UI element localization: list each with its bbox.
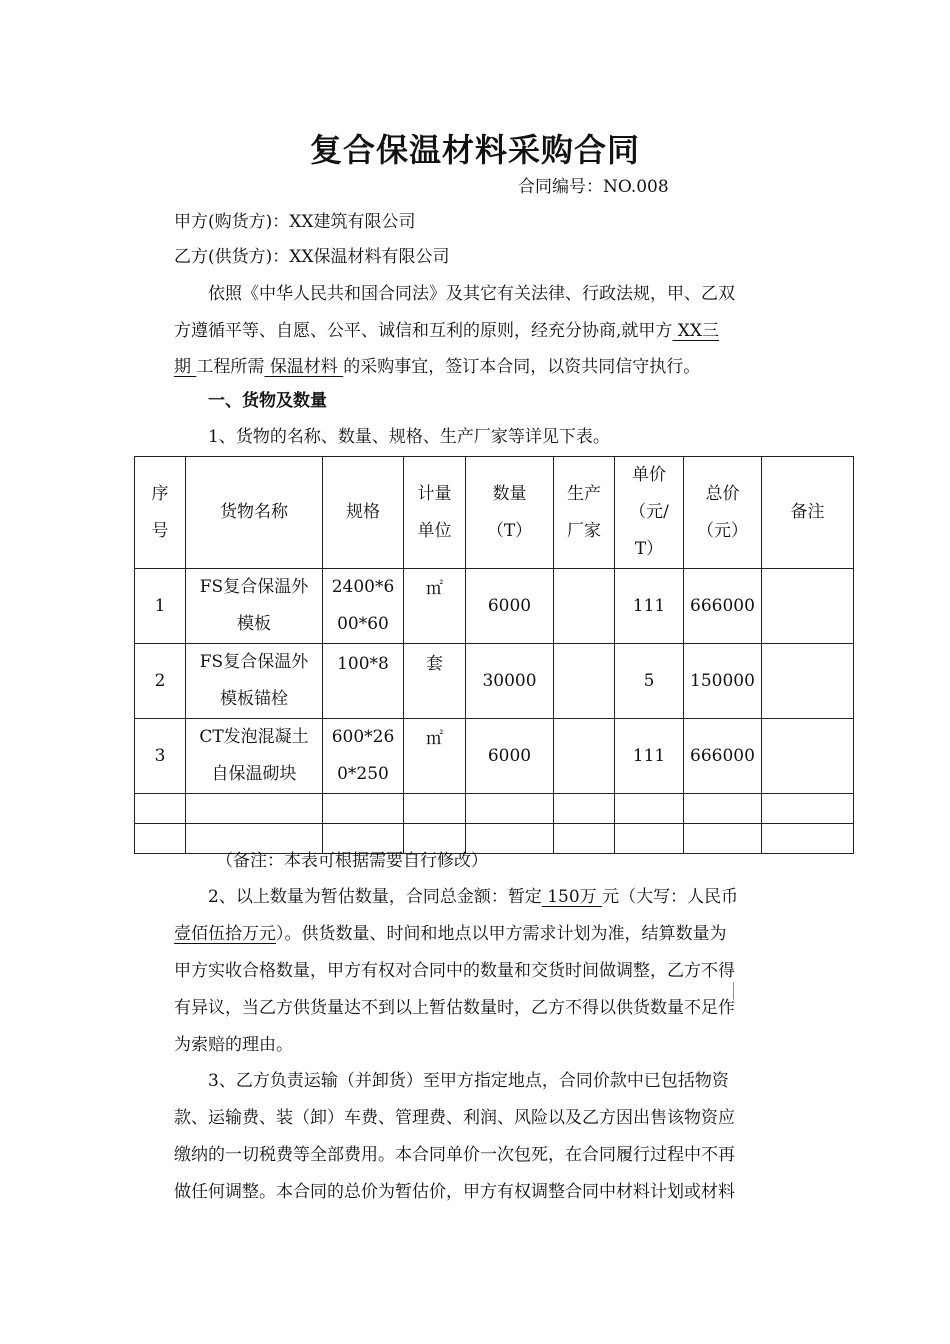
empty-cell [554, 824, 615, 854]
item2-line-1 [208, 884, 738, 910]
cell-total: 150000 [684, 644, 762, 719]
section-item-1: 1、货物的名称、数量、规格、生产厂家等详见下表。 [208, 427, 610, 447]
header-total: 总价 （元） [684, 457, 762, 569]
empty-cell [762, 794, 854, 824]
material-name: 保温材料 [264, 357, 344, 377]
item2-line-2 [174, 921, 727, 947]
empty-cell [762, 824, 854, 854]
section-heading-goods: 一、货物及数量 [208, 391, 327, 411]
empty-cell [554, 794, 615, 824]
item2-text: 元（大写：人民币 [602, 887, 739, 907]
intro-line-1: 依照《中华人民共和国合同法》及其它有关法律、行政法规，甲、乙双 [208, 284, 735, 304]
cell-price: 111 [615, 719, 684, 794]
table-row [135, 644, 854, 719]
item2-line-3: 甲方实收合格数量，甲方有权对合同中的数量和交货时间做调整，乙方不得 [174, 961, 735, 981]
header-name: 货物名称 [186, 457, 323, 569]
item3-line-1: 3、乙方负责运输（并卸货）至甲方指定地点，合同价款中已包括物资 [208, 1071, 729, 1091]
empty-cell [466, 794, 554, 824]
cell-qty: 30000 [466, 644, 554, 719]
header-remark: 备注 [762, 457, 854, 569]
cell-remark [762, 569, 854, 644]
empty-cell [684, 824, 762, 854]
amount-in-words: 壹佰伍拾万元 [174, 924, 276, 944]
cell-name: FS复合保温外 模板锚栓 [186, 644, 323, 719]
table-note: （备注：本表可根据需要自行修改） [216, 851, 488, 871]
item2-line-5: 为索赔的理由。 [174, 1035, 293, 1055]
table-row [135, 719, 854, 794]
cell-remark [762, 644, 854, 719]
table-row-empty [135, 794, 854, 824]
header-maker: 生产 厂家 [554, 457, 615, 569]
cell-total: 666000 [684, 719, 762, 794]
cell-name: CT发泡混凝土 自保温砌块 [186, 719, 323, 794]
item2-line-4: 有异议，当乙方供货量达不到以上暂估数量时，乙方不得以供货数量不足作 [174, 998, 735, 1018]
project-name-part2: 期 [174, 357, 197, 377]
intro-line-3-mid: 工程所需 [196, 357, 265, 377]
cell-spec: 600*26 0*250 [323, 719, 404, 794]
item3-line-4: 做任何调整。本合同的总价为暂估价，甲方有权调整合同中材料计划或材料 [174, 1182, 735, 1202]
empty-cell [684, 794, 762, 824]
total-amount: 150万 [541, 887, 603, 907]
empty-cell [135, 794, 186, 824]
item3-line-2: 款、运输费、装（卸）车费、管理费、利润、风险以及乙方因出售该物资应 [174, 1108, 735, 1128]
empty-cell [186, 794, 323, 824]
cell-unit: 套 [404, 644, 466, 719]
cell-spec: 100*8 [323, 644, 404, 719]
cell-total: 666000 [684, 569, 762, 644]
party-b: 乙方(供货方)：XX保温材料有限公司 [174, 247, 450, 267]
table-row [135, 569, 854, 644]
cell-seq: 2 [135, 644, 186, 719]
empty-cell [135, 824, 186, 854]
cell-qty: 6000 [466, 569, 554, 644]
cell-remark [762, 719, 854, 794]
cell-maker [554, 569, 615, 644]
cell-spec: 2400*6 00*60 [323, 569, 404, 644]
cell-price: 5 [615, 644, 684, 719]
goods-table [134, 456, 854, 854]
project-name-part1: XX三 [672, 321, 720, 341]
header-unit: 计量 单位 [404, 457, 466, 569]
empty-cell [615, 794, 684, 824]
header-price: 单价 （元/ T） [615, 457, 684, 569]
intro-line-3-post: 的采购事宜，签订本合同，以资共同信守执行。 [343, 357, 701, 377]
intro-line-2-text: 方遵循平等、自愿、公平、诚信和互利的原则，经充分协商,就甲方 [174, 321, 673, 341]
header-qty: 数量 （T） [466, 457, 554, 569]
contract-title: 复合保温材料采购合同 [309, 131, 640, 169]
empty-cell [323, 794, 404, 824]
header-seq: 序 号 [135, 457, 186, 569]
cell-seq: 3 [135, 719, 186, 794]
cell-price: 111 [615, 569, 684, 644]
intro-line-2 [174, 318, 719, 344]
cell-name: FS复合保温外 模板 [186, 569, 323, 644]
cell-maker [554, 644, 615, 719]
party-a: 甲方(购货方)：XX建筑有限公司 [174, 212, 416, 232]
intro-line-3 [174, 354, 700, 380]
cell-maker [554, 719, 615, 794]
cell-qty: 6000 [466, 719, 554, 794]
contract-number: 合同编号：NO.008 [518, 177, 669, 197]
item2-text: ）。供货数量、时间和地点以甲方需求计划为准，结算数量为 [276, 924, 727, 944]
item2-text: 2、以上数量为暂估数量，合同总金额：暂定 [208, 887, 542, 907]
empty-cell [615, 824, 684, 854]
header-spec: 规格 [323, 457, 404, 569]
cell-unit: ㎡ [404, 719, 466, 794]
empty-cell [404, 794, 466, 824]
table-header-row [135, 457, 854, 569]
cell-unit: ㎡ [404, 569, 466, 644]
item3-line-3: 缴纳的一切税费等全部费用。本合同单价一次包死，在合同履行过程中不再 [174, 1145, 735, 1165]
cell-seq: 1 [135, 569, 186, 644]
